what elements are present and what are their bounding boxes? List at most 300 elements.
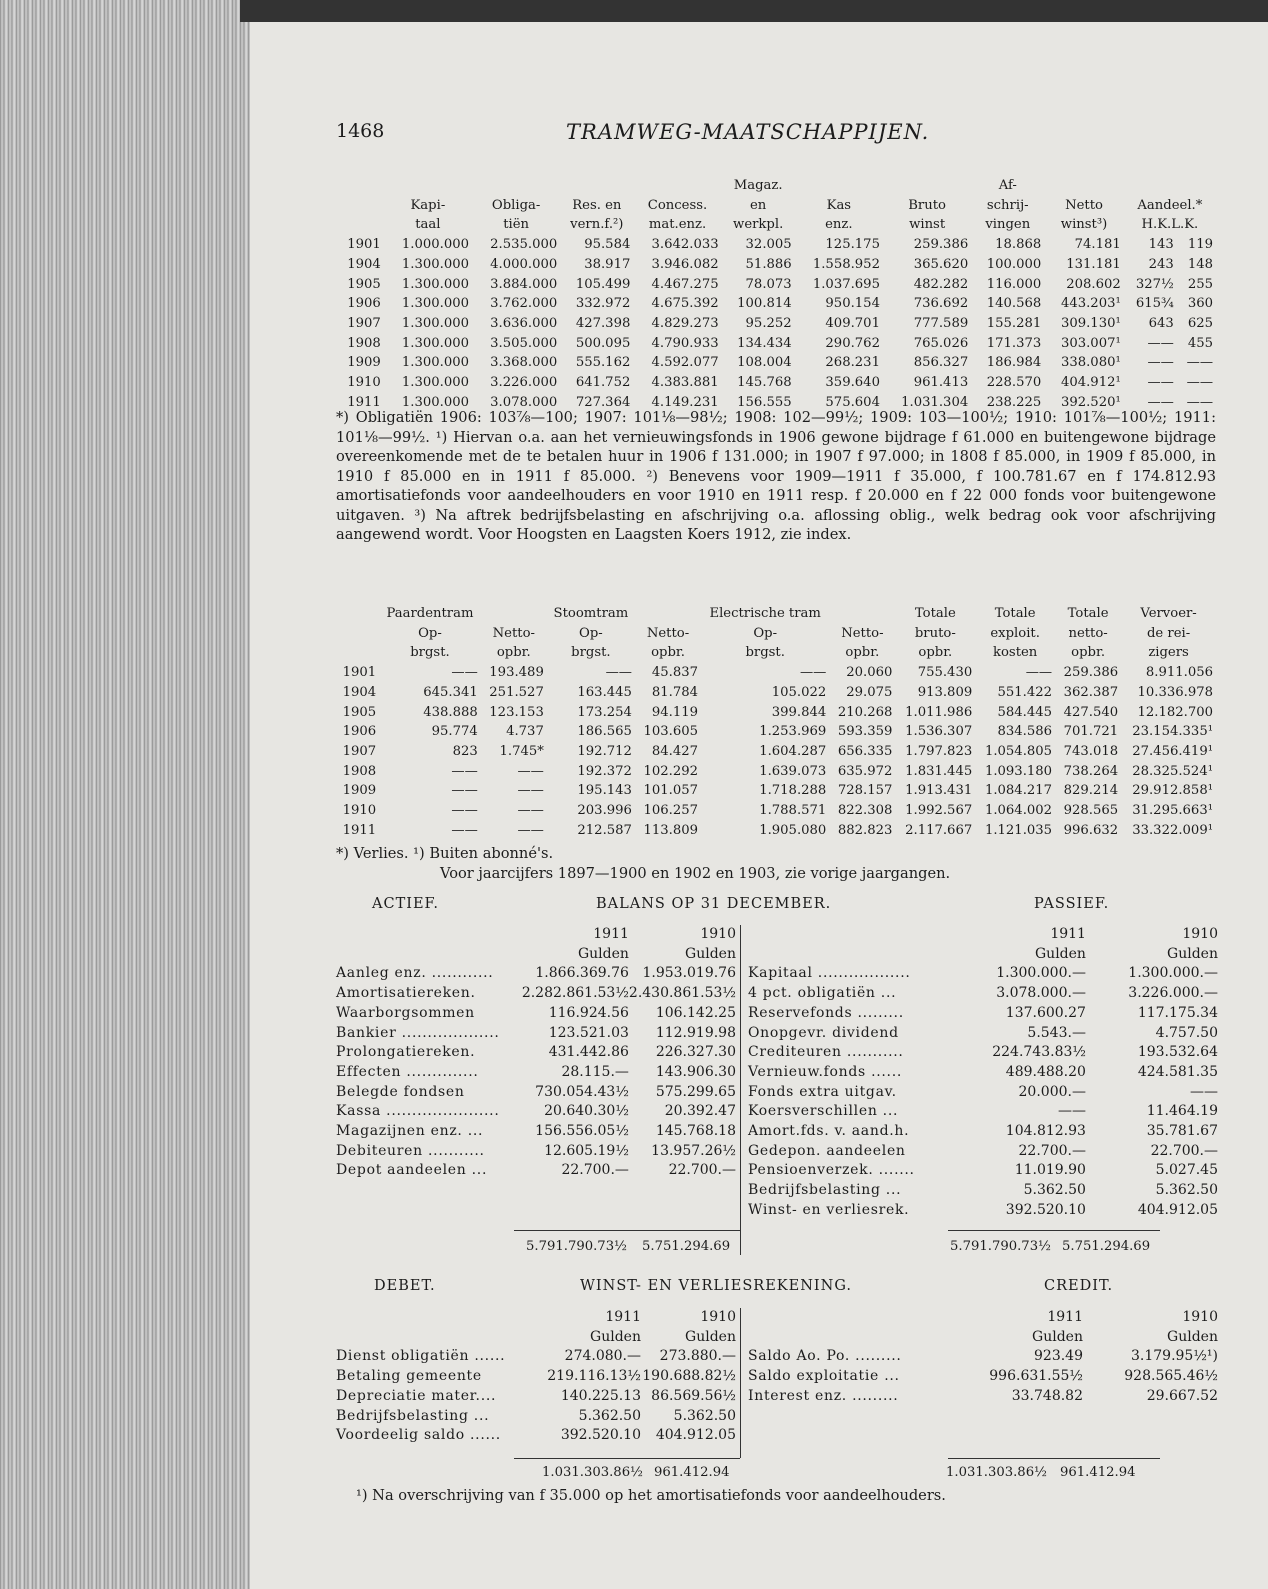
value-cell: 4.675.392 (651, 296, 719, 312)
value-cell: 210.268 (837, 704, 893, 720)
table-row (336, 781, 1216, 801)
year-heading: 1911 (593, 926, 629, 942)
account-label: Winst- en verliesrek. (748, 1201, 910, 1218)
header-cell: vingen (985, 217, 1031, 233)
value-cell: 777.589 (913, 315, 969, 331)
account-label: Waarborgsommen (336, 1004, 475, 1021)
page-number: 1468 (336, 120, 385, 142)
year-cell: 1906 (342, 724, 377, 740)
header-cell: opbr. (918, 645, 953, 661)
value-cell: —— (1147, 375, 1174, 391)
account-header-row (336, 925, 736, 945)
value-cell: 928.565 (1063, 803, 1119, 819)
table-row (336, 663, 1216, 683)
account-label: 4 pct. obligatiën ... (748, 985, 897, 1002)
account-row (336, 1043, 736, 1063)
value-cell: 3.078.000 (490, 394, 558, 410)
year-cell: 1911 (347, 394, 381, 410)
value-cell: 765.026 (913, 335, 969, 351)
value-cell: 728.157 (837, 783, 893, 799)
value-cell: 3.636.000 (490, 315, 558, 331)
amount-1910: 1.300.000.— (1128, 965, 1218, 982)
value-cell: 443.203¹ (1060, 296, 1121, 312)
year-cell: 1908 (347, 335, 381, 351)
header-cell: Op- (418, 625, 442, 641)
value-cell: 268.231 (825, 355, 880, 371)
value-cell: 81.784 (651, 684, 699, 700)
value-cell: 1.300.000 (401, 315, 470, 331)
amount-1911: 104.812.93 (1005, 1123, 1086, 1140)
value-cell: 404.912¹ (1060, 375, 1121, 391)
value-cell: 1.745* (499, 743, 544, 759)
table-row (336, 255, 1216, 275)
value-cell: 18.868 (995, 237, 1042, 253)
value-cell: —— (451, 783, 478, 799)
year-cell: 1907 (342, 743, 377, 759)
value-cell: 3.762.000 (490, 296, 558, 312)
value-cell: 1.011.986 (905, 704, 973, 720)
year-cell: 1905 (347, 276, 381, 292)
value-cell: 309.130¹ (1060, 315, 1121, 331)
value-cell: 625 (1187, 315, 1213, 331)
header-cell (336, 215, 384, 235)
debet-column (336, 1308, 736, 1446)
value-cell: —— (799, 665, 827, 681)
account-label: Bedrijfsbelasting ... (336, 1407, 490, 1424)
account-label: Bankier ................... (336, 1024, 500, 1041)
account-label: Reservefonds ......... (748, 1004, 904, 1021)
debet-total-rule (514, 1458, 740, 1459)
header-cell: vern.f.²) (570, 217, 624, 233)
value-cell: 228.570 (986, 375, 1042, 391)
value-cell: 701.721 (1063, 724, 1119, 740)
value-cell: 1.992.567 (905, 803, 973, 819)
value-cell: 27.456.419¹ (1132, 743, 1213, 759)
value-cell: —— (1186, 394, 1213, 410)
value-cell: 656.335 (837, 743, 893, 759)
table-header-row (336, 624, 1216, 644)
value-cell: 32.005 (745, 237, 792, 253)
value-cell: 743.018 (1063, 743, 1119, 759)
value-cell: 259.386 (1063, 665, 1119, 681)
value-cell: 238.225 (986, 394, 1042, 410)
amount-1910: 226.327.30 (655, 1044, 736, 1061)
amount-1910: —— (1190, 1083, 1218, 1100)
amount-1911: 123.521.03 (548, 1024, 629, 1041)
value-cell: 360 (1187, 296, 1213, 312)
value-cell: 105.499 (575, 276, 631, 292)
value-cell: 3.642.033 (651, 237, 719, 253)
account-label: Depot aandeelen ... (336, 1162, 488, 1179)
amount-1910: 424.581.35 (1137, 1063, 1218, 1080)
header-cell: Aandeel.* (1137, 197, 1203, 213)
account-label: Saldo Ao. Po. ......... (748, 1348, 902, 1365)
table-header-row (336, 215, 1216, 235)
amount-1911: 11.019.90 (1014, 1162, 1086, 1179)
table-row (336, 275, 1216, 295)
value-cell: 28.325.524¹ (1132, 763, 1213, 779)
value-cell: 171.373 (986, 335, 1042, 351)
spacer-cell (748, 945, 948, 965)
header-cell: Kas (826, 197, 852, 213)
book-page (250, 22, 1268, 1589)
value-cell: —— (1025, 665, 1053, 681)
value-cell: 20.060 (846, 665, 893, 681)
amount-1911: 33.748.82 (1011, 1387, 1083, 1404)
account-label: Belegde fondsen (336, 1083, 465, 1100)
header-cell: Netto (1065, 197, 1103, 213)
amount-1911: 20.000.— (1018, 1083, 1086, 1100)
value-cell: 29.912.858¹ (1132, 783, 1213, 799)
value-cell: 1.905.080 (759, 822, 827, 838)
account-label: Depreciatie mater.... (336, 1387, 497, 1404)
header-cell: H.K.L.K. (1141, 217, 1199, 233)
debet-total-1911: 1.031.303.86½ (542, 1465, 643, 1480)
amount-1911: 274.080.— (564, 1348, 641, 1365)
amount-1911: 22.700.— (561, 1162, 629, 1179)
amount-1911: 730.054.43½ (535, 1083, 629, 1100)
value-cell: 1.300.000 (401, 256, 470, 272)
table-row (336, 821, 1216, 841)
account-label: Koersverschillen ... (748, 1103, 899, 1120)
unit-heading: Gulden (1035, 945, 1086, 962)
value-cell: 108.004 (737, 355, 792, 371)
value-cell: 195.143 (577, 783, 632, 799)
value-cell: 3.226.000 (490, 375, 558, 391)
amount-1911: —— (1057, 1103, 1086, 1120)
value-cell: 913.809 (917, 684, 973, 700)
account-label: Vernieuw.fonds ...... (748, 1063, 902, 1080)
value-cell: —— (517, 763, 544, 779)
balans-section (336, 925, 1216, 1255)
amount-1910: 35.781.67 (1146, 1123, 1218, 1140)
value-cell: 113.809 (643, 822, 699, 838)
passief-total-rule (948, 1230, 1160, 1231)
value-cell: 192.712 (577, 743, 632, 759)
credit-column (748, 1308, 1218, 1407)
value-cell: —— (451, 763, 478, 779)
spacer-cell (748, 1308, 948, 1328)
value-cell: —— (517, 783, 544, 799)
account-row (748, 1004, 1218, 1024)
year-cell: 1904 (342, 684, 377, 700)
passief-total-1911: 5.791.790.73½ (950, 1239, 1051, 1254)
credit-total-rule (948, 1458, 1160, 1459)
table-row (336, 742, 1216, 762)
header-cell: tiën (503, 217, 530, 233)
page-header (336, 120, 1236, 148)
value-cell: 551.422 (997, 684, 1053, 700)
amount-1910: 22.700.— (1150, 1142, 1218, 1159)
value-cell: 4.737 (506, 724, 544, 740)
value-cell: 327½ (1135, 276, 1174, 292)
value-cell: 4.790.933 (651, 335, 719, 351)
value-cell: —— (451, 822, 478, 838)
account-row (336, 1024, 736, 1044)
header-cell: Op- (579, 625, 603, 641)
account-label: Interest enz. ......... (748, 1387, 899, 1404)
account-row (748, 1347, 1218, 1367)
account-row (336, 1367, 736, 1387)
value-cell: 148 (1187, 256, 1213, 272)
account-row (336, 1161, 736, 1181)
account-row (336, 984, 736, 1004)
amount-1910: 5.027.45 (1155, 1162, 1218, 1179)
table-row (336, 722, 1216, 742)
wv-section (336, 1308, 1216, 1458)
value-cell: 1.300.000 (401, 276, 470, 292)
amount-1910: 145.768.18 (655, 1123, 736, 1140)
amount-1910: 86.569.56½ (651, 1387, 736, 1404)
account-label: Dienst obligatiën ...... (336, 1348, 506, 1365)
account-label: Kapitaal .................. (748, 965, 911, 982)
value-cell: 1.000.000 (401, 237, 470, 253)
passief-column (748, 925, 1218, 1221)
header-cell: winst³) (1060, 217, 1108, 233)
amount-1910: 117.175.34 (1137, 1004, 1218, 1021)
footnote-jaarcijfers: Voor jaarcijfers 1897—1900 en 1902 en 1903, zie vorige jaargangen. (440, 865, 951, 882)
account-row (336, 1387, 736, 1407)
value-cell: 74.181 (1074, 237, 1121, 253)
account-row (748, 1161, 1218, 1181)
value-cell: 1.536.307 (905, 724, 973, 740)
table-row (336, 235, 1216, 255)
header-cell: netto- (1068, 625, 1108, 641)
value-cell: 834.586 (997, 724, 1053, 740)
header-cell: schrij- (986, 197, 1029, 213)
table-row (336, 334, 1216, 354)
value-cell: 131.181 (1066, 256, 1121, 272)
value-cell: 10.336.978 (1137, 684, 1213, 700)
value-cell: 134.434 (737, 335, 792, 351)
value-cell: 635.972 (837, 763, 893, 779)
header-cell: bruto- (914, 625, 956, 641)
header-cell: Af- (998, 178, 1017, 193)
value-cell: 31.295.663¹ (1132, 803, 1213, 819)
year-heading: 1911 (1050, 926, 1086, 942)
actief-total-1910: 5.751.294.69 (642, 1239, 731, 1254)
amount-1910: 928.565.46½ (1124, 1368, 1218, 1385)
header-cell: Op- (753, 625, 778, 641)
account-label: Crediteuren ........... (748, 1044, 904, 1061)
value-cell: 338.080¹ (1060, 355, 1121, 371)
amount-1911: 392.520.10 (1005, 1201, 1086, 1218)
account-header-row (336, 945, 736, 965)
header-cell: Totale (1067, 606, 1109, 621)
header-cell: Stoomtram (553, 606, 629, 621)
value-cell: 3.368.000 (490, 355, 558, 371)
value-cell: 1.913.431 (905, 783, 973, 799)
amount-1911: 489.488.20 (1005, 1063, 1086, 1080)
value-cell: 145.768 (737, 375, 792, 391)
value-cell: 829.214 (1063, 783, 1119, 799)
header-cell: Totale (994, 606, 1036, 621)
year-heading: 1910 (1182, 926, 1218, 942)
value-cell: 84.427 (651, 743, 699, 759)
header-cell: opbr. (845, 645, 880, 661)
amount-1910: 5.362.50 (673, 1407, 736, 1424)
year-cell: 1901 (347, 237, 381, 253)
value-cell: 23.154.335¹ (1132, 724, 1213, 740)
value-cell: 950.154 (825, 296, 880, 312)
account-row (336, 1063, 736, 1083)
header-cell: Res. en (572, 197, 622, 213)
value-cell: 359.640 (825, 375, 880, 391)
value-cell: 51.886 (745, 256, 792, 272)
amount-1911: 219.116.13½ (547, 1368, 641, 1385)
spacer-cell (336, 1308, 546, 1328)
value-cell: 140.568 (986, 296, 1042, 312)
value-cell: 882.823 (837, 822, 893, 838)
value-cell: 643 (1148, 315, 1174, 331)
header-cell: Bruto (908, 197, 946, 213)
spacer-cell (336, 1328, 546, 1348)
value-cell: 1.718.288 (759, 783, 827, 799)
value-cell: 427.398 (575, 315, 631, 331)
header-cell: brgst. (410, 645, 450, 661)
account-label: Kassa ...................... (336, 1103, 500, 1120)
account-row (748, 1142, 1218, 1162)
header-cell: Kapi- (410, 197, 446, 213)
passief-total-1910: 5.751.294.69 (1062, 1239, 1151, 1254)
header-cell: opbr. (651, 645, 685, 661)
table-row (336, 294, 1216, 314)
value-cell: 212.587 (577, 822, 632, 838)
amount-1911: 392.520.10 (560, 1427, 641, 1444)
page-title: TRAMWEG-MAATSCHAPPIJEN. (566, 120, 930, 144)
value-cell: 645.341 (423, 684, 478, 700)
unit-heading: Gulden (1167, 945, 1218, 962)
traffic-figures-table (336, 604, 1216, 840)
table-row (336, 703, 1216, 723)
value-cell: 3.946.082 (651, 256, 719, 272)
value-cell: 365.620 (913, 256, 969, 272)
value-cell: 193.489 (489, 665, 544, 681)
amount-1911: 996.631.55½ (989, 1368, 1083, 1385)
value-cell: 575.604 (825, 394, 880, 410)
year-cell: 1909 (342, 783, 377, 799)
header-cell: Electrische tram (709, 606, 821, 621)
header-cell: winst (909, 217, 946, 233)
amount-1910: 404.912.05 (1137, 1201, 1218, 1218)
header-cell: Magaz. (733, 178, 783, 193)
account-row (336, 1347, 736, 1367)
amount-1911: 431.442.86 (548, 1044, 629, 1061)
amount-1911: 137.600.27 (1005, 1004, 1086, 1021)
value-cell: 95.774 (431, 724, 478, 740)
account-label: Magazijnen enz. ... (336, 1123, 484, 1140)
header-cell: Totale (914, 606, 956, 621)
account-row (748, 984, 1218, 1004)
account-label: Amortisatiereken. (336, 985, 476, 1002)
header-cell (336, 196, 384, 216)
header-cell (795, 176, 883, 196)
account-label: Prolongatiereken. (336, 1044, 476, 1061)
account-label: Pensioenverzek. ....... (748, 1162, 915, 1179)
value-cell: 615¾ (1135, 296, 1174, 312)
account-label: Debiteuren ........... (336, 1142, 485, 1159)
value-cell: —— (1186, 355, 1213, 371)
value-cell: —— (451, 665, 478, 681)
account-header-row (748, 925, 1218, 945)
value-cell: —— (1147, 335, 1174, 351)
header-cell: Paardentram (386, 606, 474, 621)
value-cell: 500.095 (575, 335, 631, 351)
value-cell: 1.037.695 (812, 276, 880, 292)
value-cell: 4.149.231 (651, 394, 719, 410)
value-cell: 961.413 (913, 375, 969, 391)
account-label: Saldo exploitatie ... (748, 1368, 900, 1385)
company-figures-table (336, 176, 1216, 412)
value-cell: 105.022 (771, 684, 827, 700)
value-cell: 1.121.035 (984, 822, 1053, 838)
table-header-row (336, 643, 1216, 663)
value-cell: 823 (452, 743, 478, 759)
header-cell (336, 643, 379, 663)
header-cell (481, 604, 547, 624)
value-cell: 1.639.073 (759, 763, 827, 779)
amount-1910: 29.667.52 (1146, 1387, 1218, 1404)
amount-1911: 116.924.56 (548, 1004, 629, 1021)
value-cell: 186.984 (986, 355, 1042, 371)
credit-total-1911: 1.031.303.86½ (946, 1465, 1047, 1480)
spacer-cell (748, 925, 948, 945)
value-cell: 555.162 (575, 355, 631, 371)
account-label: Amort.fds. v. aand.h. (748, 1123, 910, 1140)
value-cell: —— (1147, 394, 1174, 410)
value-cell: 303.007¹ (1060, 335, 1121, 351)
value-cell: 1.093.180 (984, 763, 1053, 779)
value-cell: —— (517, 822, 544, 838)
unit-heading: Gulden (685, 945, 736, 962)
value-cell: 332.972 (575, 296, 631, 312)
amount-1911: 923.49 (1034, 1348, 1083, 1365)
unit-heading: Gulden (1167, 1328, 1218, 1345)
balans-actief-title: ACTIEF. (372, 896, 439, 912)
value-cell: 392.520¹ (1060, 394, 1121, 410)
amount-1910: 404.912.05 (655, 1427, 736, 1444)
value-cell: 1.084.217 (984, 783, 1053, 799)
value-cell: 2.535.000 (490, 237, 558, 253)
value-cell: 106.257 (643, 803, 699, 819)
year-cell: 1908 (342, 763, 377, 779)
header-cell (883, 176, 971, 196)
value-cell: 290.762 (825, 335, 880, 351)
year-heading: 1911 (605, 1309, 641, 1325)
value-cell: 78.073 (745, 276, 792, 292)
value-cell: 1.253.969 (759, 724, 827, 740)
header-cell: Concess. (647, 197, 708, 213)
value-cell: 1.797.823 (905, 743, 973, 759)
account-header-row (336, 1328, 736, 1348)
actief-total-1911: 5.791.790.73½ (526, 1239, 627, 1254)
amount-1911: 1.300.000.— (996, 965, 1086, 982)
value-cell: 45.837 (651, 665, 699, 681)
unit-heading: Gulden (1032, 1328, 1083, 1345)
value-cell: —— (517, 803, 544, 819)
amount-1910: 273.880.— (659, 1348, 736, 1365)
account-row (336, 964, 736, 984)
value-cell: 203.996 (577, 803, 632, 819)
table-header-row (336, 196, 1216, 216)
value-cell: 1.604.287 (759, 743, 827, 759)
value-cell: 4.467.275 (651, 276, 719, 292)
account-row (748, 1122, 1218, 1142)
value-cell: 996.632 (1063, 822, 1119, 838)
header-cell (336, 604, 379, 624)
balans-title: BALANS OP 31 DECEMBER. (596, 896, 832, 912)
header-cell: werkpl. (733, 217, 784, 233)
